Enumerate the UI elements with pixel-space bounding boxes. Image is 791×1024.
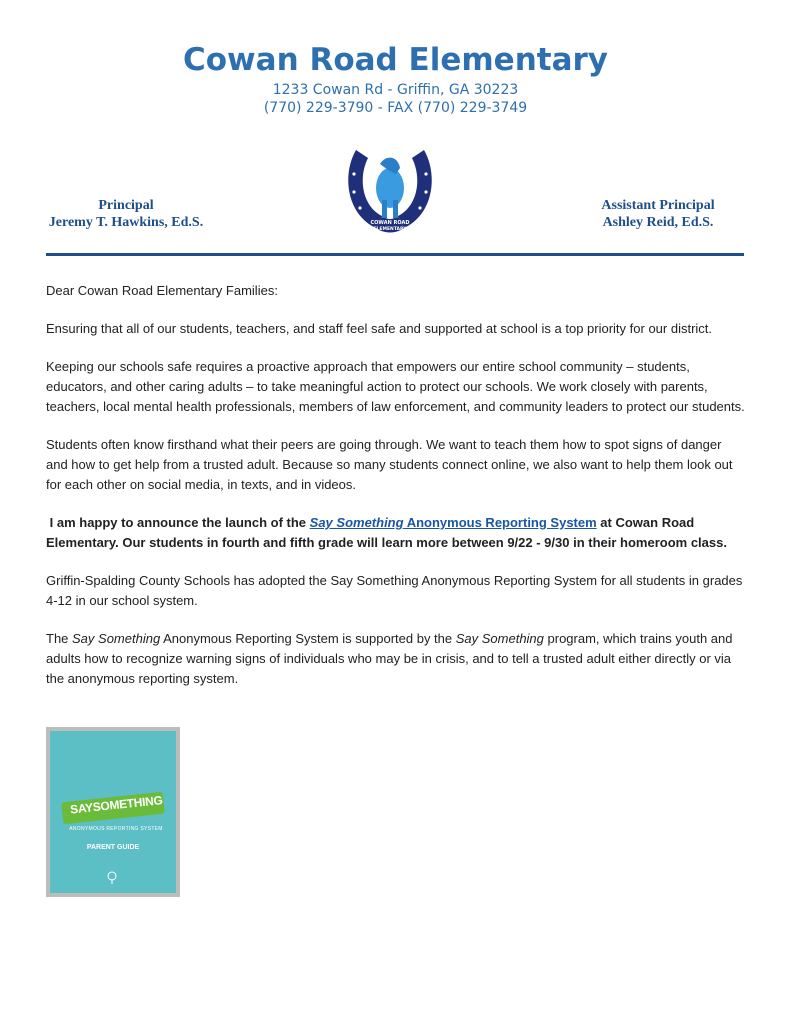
- paragraph-announcement: [46, 513, 746, 553]
- program-text-3: program, which trains youth and adults how to recognize warning signs of individuals who may be in crisis, and to tell a trusted adult either directly or via the anonymous reporting system.: [46, 631, 733, 686]
- program-text-1: The: [46, 631, 73, 646]
- paragraph-proactive: Keeping our schools safe requires a proactive approach that empowers our entire school community – students, educators, and other caring adults – to take meaningful action to protect our schools. We work closely with parents, teachers, local mental health professionals, members of law enforcement, and community leaders to protect our students.: [46, 359, 745, 414]
- guide-label: PARENT GUIDE: [86, 844, 140, 851]
- svg-text:COWAN ROAD: COWAN ROAD: [370, 220, 410, 226]
- principal-name: Jeremy T. Hawkins, Ed.S.: [48, 215, 204, 230]
- svg-text:ELEMENTARY: ELEMENTARY: [373, 227, 407, 232]
- program-italic-2: Say Something: [455, 631, 544, 646]
- announcement-intro: I am happy to announce the launch of the: [49, 515, 310, 530]
- program-italic-1: Say Something: [72, 631, 161, 646]
- header-divider: [46, 253, 744, 256]
- say-something-link[interactable]: [310, 515, 597, 530]
- assistant-principal-block: [596, 197, 720, 231]
- assistant-principal-title: Assistant Principal: [601, 198, 715, 213]
- horseshoe-logo-icon: [346, 144, 434, 236]
- paragraph-students: Students often know firsthand what their peers are going through. We want to teach them how to spot signs of danger and how to get help from a trusted adult. Because so many students connect online, we also want to help them look out for each other on social media, in texts, and in videos.: [46, 437, 733, 492]
- link-italic-text: Say Something: [309, 515, 404, 530]
- school-phone: (770) 229-3790 - FAX (770) 229-3749: [263, 100, 528, 116]
- tree-icon: [105, 871, 119, 885]
- principal-title: Principal: [98, 198, 154, 213]
- assistant-principal-name: Ashley Reid, Ed.S.: [602, 215, 714, 230]
- school-address: 1233 Cowan Rd - Griffin, GA 30223: [272, 82, 519, 98]
- parent-guide-cover-image: [46, 727, 180, 897]
- principal-block: [46, 197, 206, 231]
- program-text-2: Anonymous Reporting System is supported by the: [160, 631, 456, 646]
- paragraph-priority: Ensuring that all of our students, teachers, and staff feel safe and supported at school is a top priority for our district.: [46, 321, 713, 336]
- salutation: Dear Cowan Road Elementary Families:: [46, 283, 278, 298]
- school-name: Cowan Road Elementary: [183, 42, 608, 78]
- announcement-details: at Cowan Road Elementary. Our students in fourth and fifth grade will learn more between 9/22 - 9/30 in their homeroom class.: [46, 515, 727, 550]
- letter-body: [46, 281, 746, 707]
- paragraph-adoption: Griffin-Spalding County Schools has adopted the Say Something Anonymous Reporting System for all students in grades 4-12 in our school system.: [46, 573, 743, 608]
- paragraph-program: [46, 629, 746, 689]
- link-text: Anonymous Reporting System: [403, 515, 597, 530]
- guide-subtitle: ANONYMOUS REPORTING SYSTEM: [69, 826, 163, 832]
- guide-brand: SAYSOMETHING: [69, 793, 164, 817]
